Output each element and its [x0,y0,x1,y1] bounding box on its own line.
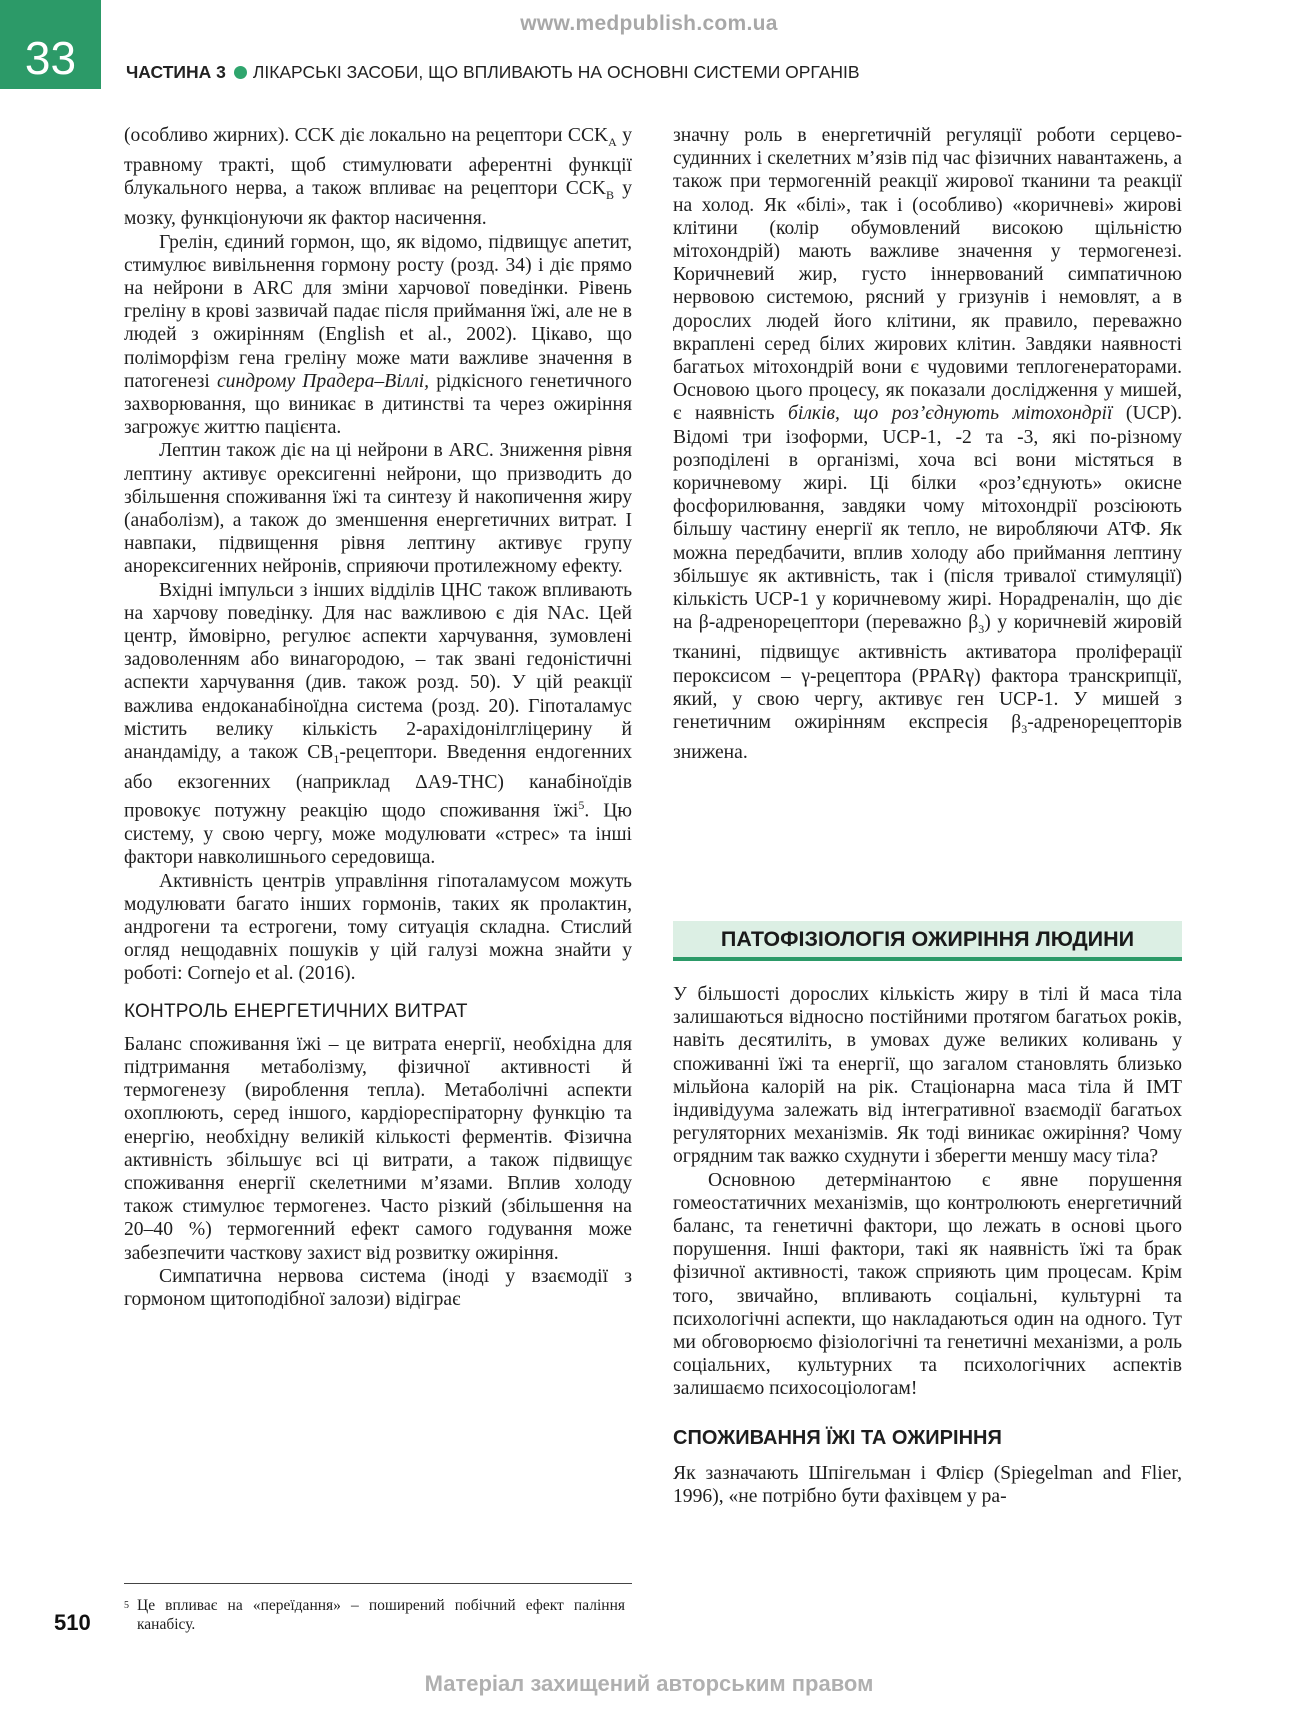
paragraph: Як зазначають Шпігельман і Флієр (Spiegelman and Flier, 1996), «не потрібно бути фахівцем у ра- [673,1462,1182,1508]
right-column-lower [673,983,1182,1508]
paragraph: Симпатична нервова система (іноді у взаємодії з гормоном щитоподібної залози) відіграє [124,1265,632,1310]
paragraph: Активність центрів управління гіпоталамусом можуть модулювати багато інших гормонів, таких як пролактин, андрогени та естрогени, тому ситуація складна. Стислий огляд нещодавніх пошуків у цій галузі можна знайти у роботі: Cornejo et al. (2016). [124,870,632,985]
page-number: 510 [54,1610,91,1635]
paragraph: (особливо жирних). CCK діє локально на рецептори $CCK_A$ у травному тракті, щоб стимулювати аферентні функції блукального нерва, а також впливає на рецептори $CCK_B$ у мозку, функціонуючи як фактор насичення. [124,125,632,230]
right-column [673,124,1182,764]
paragraph: Грелін, єдиний гормон, що, як відомо, підвищує апетит, стимулює вивільнення гормону росту (розд. 34) і діє прямо на нейрони в ARC для зміни харчової поведінки. Рівень греліну в крові зазвичай падає після приймання їжі, але не в людей з ожирінням (English et al., 2002). Цікаво, що поліморфізм гена греліну може мати важливе значення в патогенезі синдрому Прадера–Віллі, рідкісного генетичного захворювання, що виникає в дитинстві та через ожиріння загрожує життю пацієнта. [124,231,632,439]
page-header [0,0,1298,89]
paragraph: Баланс споживання їжі – це витрата енергії, необхідна для підтримання метаболізму, фізичної активності й термогенезу (вироблення тепла). Метаболічні аспекти охоплюють, серед іншого, кардіореспіраторну функцію та енергію, необхідну великій кількості ферментів. Фізична активність збільшує всі ці витрати, а також підвищує споживання енергії скелетними м’язами. Вплив холоду також стимулює термогенез. Часто різкий (збільшення на 20–40 %) термогенний ефект самого годування може забезпечити часткову захист від розвитку ожиріння. [124,1033,632,1264]
section-subheading: СПОЖИВАННЯ ЇЖІ ТА ОЖИРІННЯ [673,1426,1002,1449]
chapter-number: 33 [0,0,101,89]
bullet-dot-icon [234,66,247,79]
paragraph: Вхідні імпульси з інших відділів ЦНС також впливають на харчову поведінку. Для нас важливою є дія NAc. Цей центр, ймовірно, регулює аспекти харчування, зумовлені задоволенням або винагородою, – так звані гедоністичні аспекти харчування (див. також розд. 50). У цій реакції важлива ендоканабіноїдна система (розд. 20). Гіпоталамус містить велику кількість 2-арахідонілгліцерину й анандаміду, а також $CB_1$-рецептори. Введення ендогенних або екзогенних (наприклад ΔA9-THC) канабіноїдів провокує потужну реакцію щодо споживання їжі$^5$. Цю систему, у свою чергу, може модулювати «стрес» та інші фактори навколишнього середовища. [124,579,632,869]
footnote-mark: 5 [124,1600,129,1611]
paragraph: Основною детермінантою є явне порушення гомеостатичних механізмів, що контролюють енергетичний баланс, та генетичні фактори, що лежать в основі цього порушення. Інші фактори, такі як наявність їжі та брак фізичної активності, також сприяють цим процесам. Крім того, звичайно, впливають соціальні, культурні та психологічні аспекти, що накладаються один на одного. Тут ми обговорюємо фізіологічні та генетичні механізми, а роль соціальних, культурних та психологічних аспектів залишаємо психосоціологам! [673,1169,1182,1400]
paragraph: У більшості дорослих кількість жиру в тілі й маса тіла залишаються відносно постійними протягом багатьох років, навіть десятиліть, в умовах дуже великих коливань у споживанні їжі та енергії, що загалом становлять близько мільйона калорій на рік. Стаціонарна маса тіла й ІМТ індивідуума залежать від інтегративної взаємодії багатьох регуляторних механізмів. Як тоді виникає ожиріння? Чому огрядним так важко схуднути і зберегти меншу масу тіла? [673,984,1182,1168]
left-column [124,124,632,1311]
watermark-top: www.medpublish.com.ua [520,12,778,35]
footnote-divider [124,1583,632,1584]
footnote-text: Це впливає на «переїдання» – поширений побічний ефект паління канабісу. [137,1597,625,1633]
running-head [126,62,860,83]
running-head-title: ЛІКАРСЬКІ ЗАСОБИ, ЩО ВПЛИВАЮТЬ НА ОСНОВНІ СИСТЕМИ ОРГАНІВ [252,62,860,82]
footnote-ref: 5 [578,798,585,813]
paragraph: значну роль в енергетичній регуляції роботи серцево-судинних і скелетних м’язів під час фізичних навантажень, а також при термогенній реакції жирової тканини та реакції на холод. Як «білі», так і (особливо) «коричневі» жирові клітини (колір обумовлений високою щільністю мітохондрій) мають важливе значення у термогенезі. Коричневий жир, густо іннервований симпатичною нервовою системою, рясний у гризунів і немовлят, а в дорослих людей його клітини, як правило, переважно вкраплені серед білих жирових клітин. Завдяки наявності багатьох мітохондрій вони є чудовими теплогенераторами. Основою цього процесу, як показали дослідження у мишей, є наявність білків, що роз’єднують мітохондрії (UCP). Відомі три ізоформи, UCP-1, -2 та -3, які по-різному розподілені в організмі, хоча всі вони містяться в коричневому жирі. Ці білки «роз’єднують» окисне фосфорилювання, завдяки чому мітохондрії розсіюють більшу частину енергії як тепло, не виробляючи АТФ. Як можна передбачити, вплив холоду або приймання лептину збільшує як активність, так і (після тривалої стимуляції) кількість UCP-1 у коричневому жирі. Норадреналін, що діє на β-адренорецептори (переважно $\beta_3$) у коричневій жировій тканині, підвищує активність активатора проліферації пероксисом – γ-рецептора (PPARγ) фактора транскрипції, який, у свою чергу, активує ген UCP-1. У мишей з генетичним ожирінням експресія $\beta_3$-адренорецепторів знижена. [673,125,1182,764]
footnote [124,1596,632,1634]
paragraph: Лептин також діє на ці нейрони в ARC. Зниження рівня лептину активує орексигенні нейрони, що призводить до збільшення споживання їжі та синтезу й накопичення жиру (анаболізм), а також до зменшення енергетичних витрат. І навпаки, підвищення рівня лептину активує групу анорексигенних нейронів, сприяючи протилежному ефекту. [124,440,632,578]
section-subheading: КОНТРОЛЬ ЕНЕРГЕТИЧНИХ ВИТРАТ [124,1000,468,1022]
watermark-bottom: Матеріал захищений авторським правом [424,1671,874,1696]
section-heading-box: ПАТОФІЗІОЛОГІЯ ОЖИРІННЯ ЛЮДИНИ [673,921,1182,961]
running-head-part: ЧАСТИНА 3 [126,62,226,82]
